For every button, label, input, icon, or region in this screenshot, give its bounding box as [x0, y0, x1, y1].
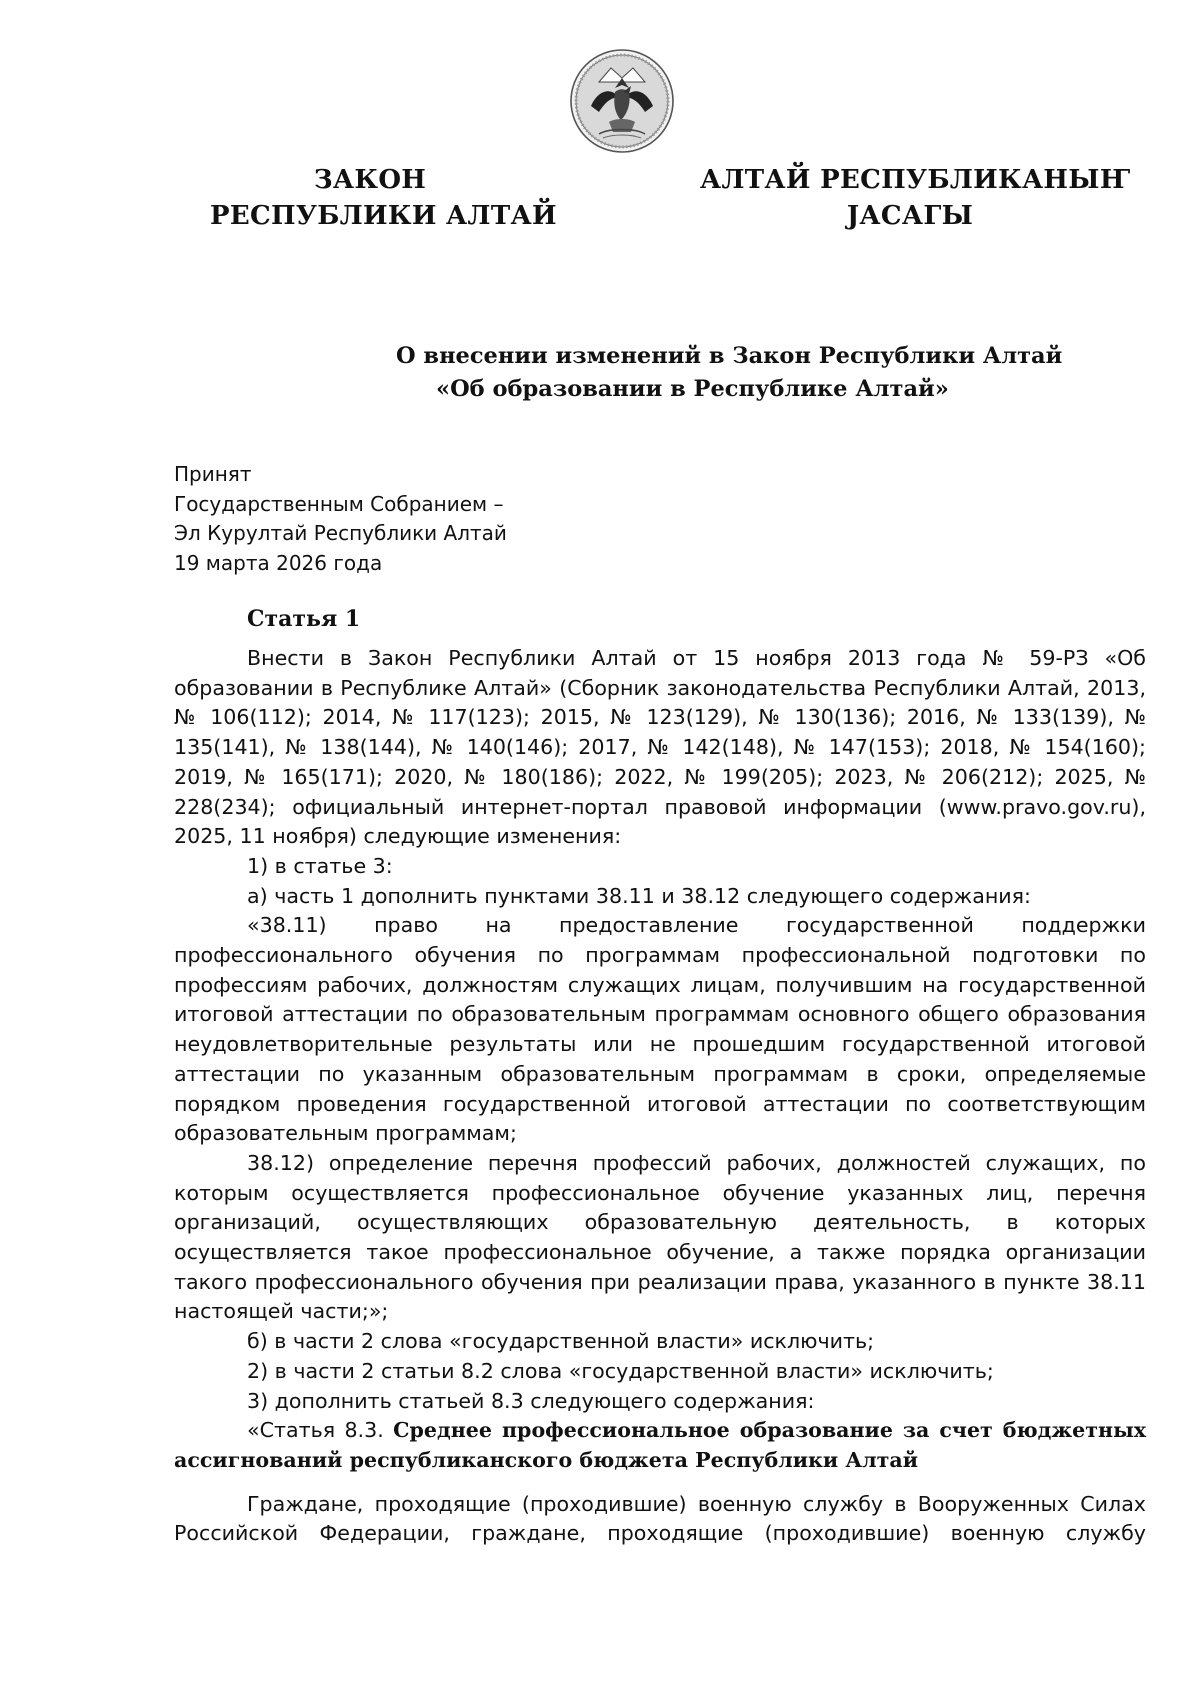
article-1-heading: Статья 1 [247, 606, 361, 632]
article-8-3-heading [174, 1416, 1146, 1475]
article-8-3-prefix: «Статья 8.3. [247, 1418, 384, 1443]
amendment-item-1b: б) в части 2 слова «государственной власти» исключить; [247, 1329, 875, 1354]
title-line2: «Об образовании в Республике Алтай» [436, 376, 949, 402]
amendment-item-1: 1) в статье 3: [247, 853, 393, 878]
header-right-line2: ЈАСАГЫ [846, 201, 974, 231]
adoption-line1: Принят [174, 462, 252, 486]
header-right-line1: АЛТАЙ РЕСПУБЛИКАНЫҤ [700, 165, 1131, 195]
amendment-item-3: 3) дополнить статьей 8.3 следующего содержания: [247, 1388, 815, 1413]
coat-of-arms-emblem [569, 48, 675, 154]
header-left-line1: ЗАКОН [313, 165, 427, 195]
adoption-line2: Государственным Собранием – [174, 491, 504, 516]
article-1-body [174, 644, 1146, 1549]
adoption-line3: Эл Курултай Республики Алтай [174, 521, 507, 545]
header-law-russian [210, 162, 557, 234]
adoption-date: 19 марта 2026 года [174, 550, 383, 575]
amendment-item-2: 2) в части 2 статьи 8.2 слова «государственной власти» исключить; [247, 1358, 994, 1383]
title-line1: О внесении изменений в Закон Республики Алтай [396, 343, 1063, 369]
paragraph-38-12: 38.12) определение перечня профессий рабочих, должностей служащих, по которым осуществляется профессиональное обучение указанных лиц, перечня организаций, осуществляющих образовательную деятельность, в которых осуществляется такое профессиональное обучение, а также порядка организации такого профессионального обучения при реализации права, указанного в пункте 38.11 настоящей части;»; [174, 1150, 1146, 1324]
article-1-intro: Внести в Закон Республики Алтай от 15 ноября 2013 года № 59-РЗ «Об образовании в Республике Алтай» (Сборник законодательства Республики Алтай, 2013, № 106(112); 2014, № 117(123); 2015, № 123(129), № 130(136); 2016, № 133(139), № 135(141), № 138(144), № 140(146); 2017, № 142(148), № 147(153); 2018, № 154(160); 2019, № 165(171); 2020, № 180(186); 2022, № 199(205); 2023, № 206(212); 2025, № 228(234); официальный интернет-портал правовой информации (www.pravo.gov.ru), 2025, 11 ноября) следующие изменения: [174, 646, 1146, 849]
article-8-3-title: Среднее профессиональное образование за счет бюджетных ассигнований республиканского бюджета Республики Алтай [174, 1418, 1147, 1472]
article-8-3-text: Граждане, проходящие (проходившие) военную службу в Вооруженных Силах Российской Федерации, граждане, проходящие (проходившие) военную службу [174, 1491, 1146, 1546]
header-left-line2: РЕСПУБЛИКИ АЛТАЙ [210, 201, 557, 231]
paragraph-38-11: «38.11) право на предоставление государственной поддержки профессионального обучения по программам профессиональной подготовки по профессиям рабочих, должностям служащих лицам, получившим на государственной итоговой аттестации по образовательным программам основного общего образования неудовлетворительные результаты или не прошедшим государственной итоговой аттестации по указанным образовательным программам в сроки, определяемые порядком проведения государственной итоговой аттестации по соответствующим образовательным программам; [174, 913, 1146, 1146]
amendment-item-1a: а) часть 1 дополнить пунктами 38.11 и 38.12 следующего содержания: [247, 883, 1032, 908]
header-law-altai [700, 162, 1131, 234]
adoption-block [174, 460, 507, 578]
